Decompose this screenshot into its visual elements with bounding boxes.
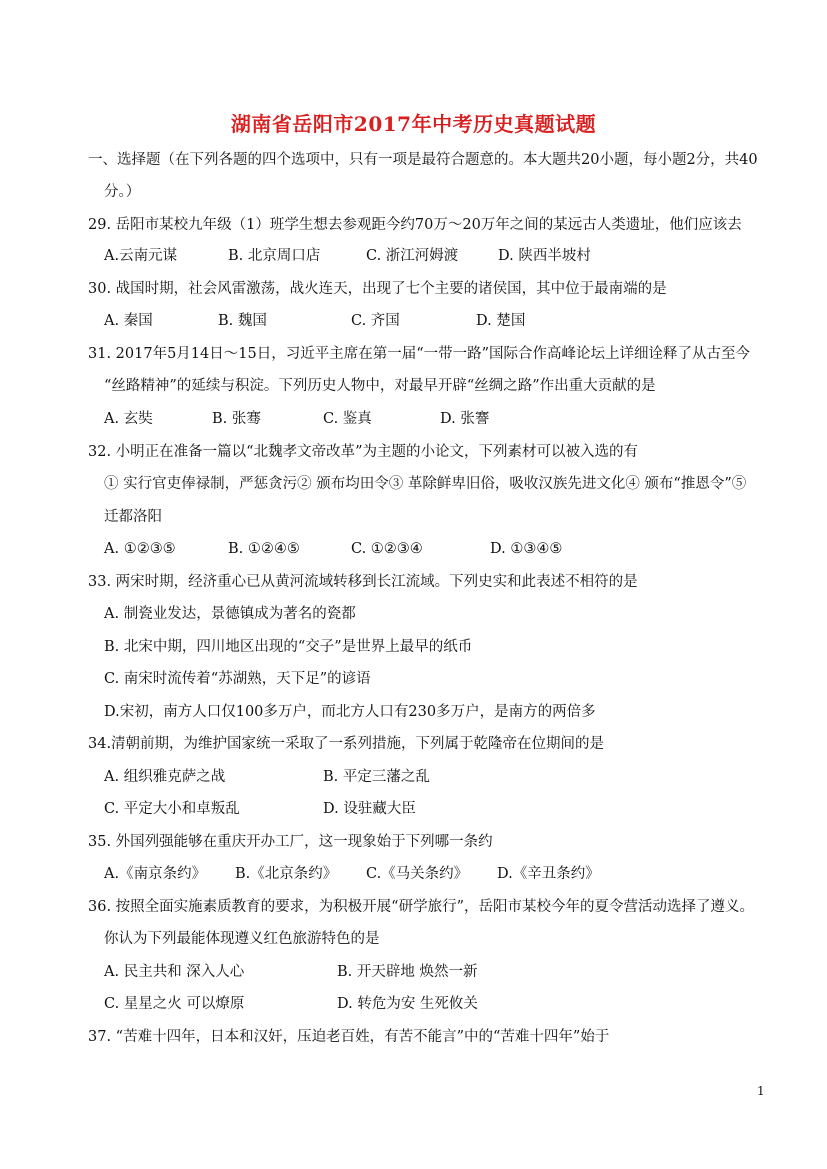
section-instruction-line2: 分。） bbox=[104, 184, 141, 200]
question-29-option-a: A.云南元谋 bbox=[104, 248, 178, 264]
question-32-option-b: B. ①②④⑤ bbox=[228, 541, 300, 557]
section-instruction-line1: 一、选择题（在下列各题的四个选项中，只有一项是最符合题意的。本大题共20小题，每小题2分，共40 bbox=[88, 152, 758, 168]
question-34-option-b: B. 平定三藩之乱 bbox=[323, 769, 430, 785]
question-35-stem: 35. 外国列强能够在重庆开办工厂，这一现象始于下列哪一条约 bbox=[88, 834, 493, 850]
question-29-option-c: C. 浙江河姆渡 bbox=[366, 248, 459, 264]
question-33-stem: 33. 两宋时期，经济重心已从黄河流域转移到长江流域。下列史实和此表述不相符的是 bbox=[88, 574, 638, 590]
question-31-option-a: A. 玄奘 bbox=[104, 411, 153, 427]
question-31-option-b: B. 张骞 bbox=[212, 411, 261, 427]
page-number: 1 bbox=[757, 1084, 765, 1098]
question-34-stem: 34.清朝前期，为维护国家统一采取了一系列措施，下列属于乾隆帝在位期间的是 bbox=[88, 736, 605, 752]
question-29-option-d: D. 陕西半坡村 bbox=[498, 248, 591, 264]
question-29-stem: 29. 岳阳市某校九年级（1）班学生想去参观距今约70万～20万年之间的某远古人类遗址，他们应该去 bbox=[88, 217, 742, 233]
question-35-option-c: C.《马关条约》 bbox=[366, 866, 469, 882]
question-34-option-a: A. 组织雅克萨之战 bbox=[104, 769, 226, 785]
question-29-option-b: B. 北京周口店 bbox=[228, 248, 321, 264]
question-35-option-d: D.《辛丑条约》 bbox=[497, 866, 600, 882]
question-36-option-c: C. 星星之火 可以燎原 bbox=[104, 996, 245, 1012]
question-33-option-b: B. 北宋中期，四川地区出现的“交子”是世界上最早的纸币 bbox=[104, 639, 473, 655]
question-36-option-b: B. 开天辟地 焕然一新 bbox=[337, 964, 478, 980]
question-35-option-a: A.《南京条约》 bbox=[104, 866, 207, 882]
question-36-option-d: D. 转危为安 生死攸关 bbox=[337, 996, 478, 1012]
question-30-option-b: B. 魏国 bbox=[218, 313, 267, 329]
question-36-stem-line2: 你认为下列最能体现遵义红色旅游特色的是 bbox=[104, 931, 380, 947]
question-31-option-d: D. 张謇 bbox=[440, 411, 490, 427]
question-32-stem-line2: ① 实行官吏俸禄制，严惩贪污② 颁布均田令③ 革除鲜卑旧俗，吸收汉族先进文化④ 颁布“推恩令”⑤ bbox=[104, 476, 747, 492]
question-36-option-a: A. 民主共和 深入人心 bbox=[104, 964, 245, 980]
question-32-stem-line3: 迁都洛阳 bbox=[104, 509, 162, 525]
question-37-stem: 37. “苦难十四年，日本和汉奸，压迫老百姓，有苦不能言”中的“苦难十四年”始于 bbox=[88, 1029, 610, 1045]
question-31-stem-line1: 31. 2017年5月14日～15日，习近平主席在第一届“一带一路”国际合作高峰论坛上详细诠释了从古至今 bbox=[88, 346, 751, 362]
question-32-option-a: A. ①②③⑤ bbox=[104, 541, 176, 557]
question-36-stem-line1: 36. 按照全面实施素质教育的要求，为积极开展“研学旅行”，岳阳市某校今年的夏令营活动选择了遵义。 bbox=[88, 899, 754, 915]
question-33-option-c: C. 南宋时流传着“苏湖熟，天下足”的谚语 bbox=[104, 671, 371, 687]
exam-title: 湖南省岳阳市2017年中考历史真题试题 bbox=[230, 112, 597, 136]
question-30-stem: 30. 战国时期，社会风雷激荡，战火连天，出现了七个主要的诸侯国，其中位于最南端的是 bbox=[88, 281, 667, 297]
question-33-option-a: A. 制瓷业发达，景德镇成为著名的瓷都 bbox=[104, 606, 356, 622]
question-31-option-c: C. 鉴真 bbox=[323, 411, 372, 427]
question-32-stem-line1: 32. 小明正在准备一篇以“北魏孝文帝改革”为主题的小论文，下列素材可以被入选的有 bbox=[88, 444, 638, 460]
question-34-option-d: D. 设驻藏大臣 bbox=[323, 801, 416, 817]
question-34-option-c: C. 平定大小和卓叛乱 bbox=[104, 801, 240, 817]
question-30-option-a: A. 秦国 bbox=[104, 313, 153, 329]
question-32-option-c: C. ①②③④ bbox=[351, 541, 423, 557]
question-33-option-d: D.宋初，南方人口仅100多万户，而北方人口有230多万户，是南方的两倍多 bbox=[104, 704, 596, 720]
question-31-stem-line2: “丝路精神”的延续与积淀。下列历史人物中，对最早开辟“丝绸之路”作出重大贡献的是 bbox=[104, 378, 656, 394]
question-32-option-d: D. ①③④⑤ bbox=[490, 541, 563, 557]
question-30-option-d: D. 楚国 bbox=[476, 313, 526, 329]
question-35-option-b: B.《北京条约》 bbox=[235, 866, 338, 882]
question-30-option-c: C. 齐国 bbox=[351, 313, 400, 329]
